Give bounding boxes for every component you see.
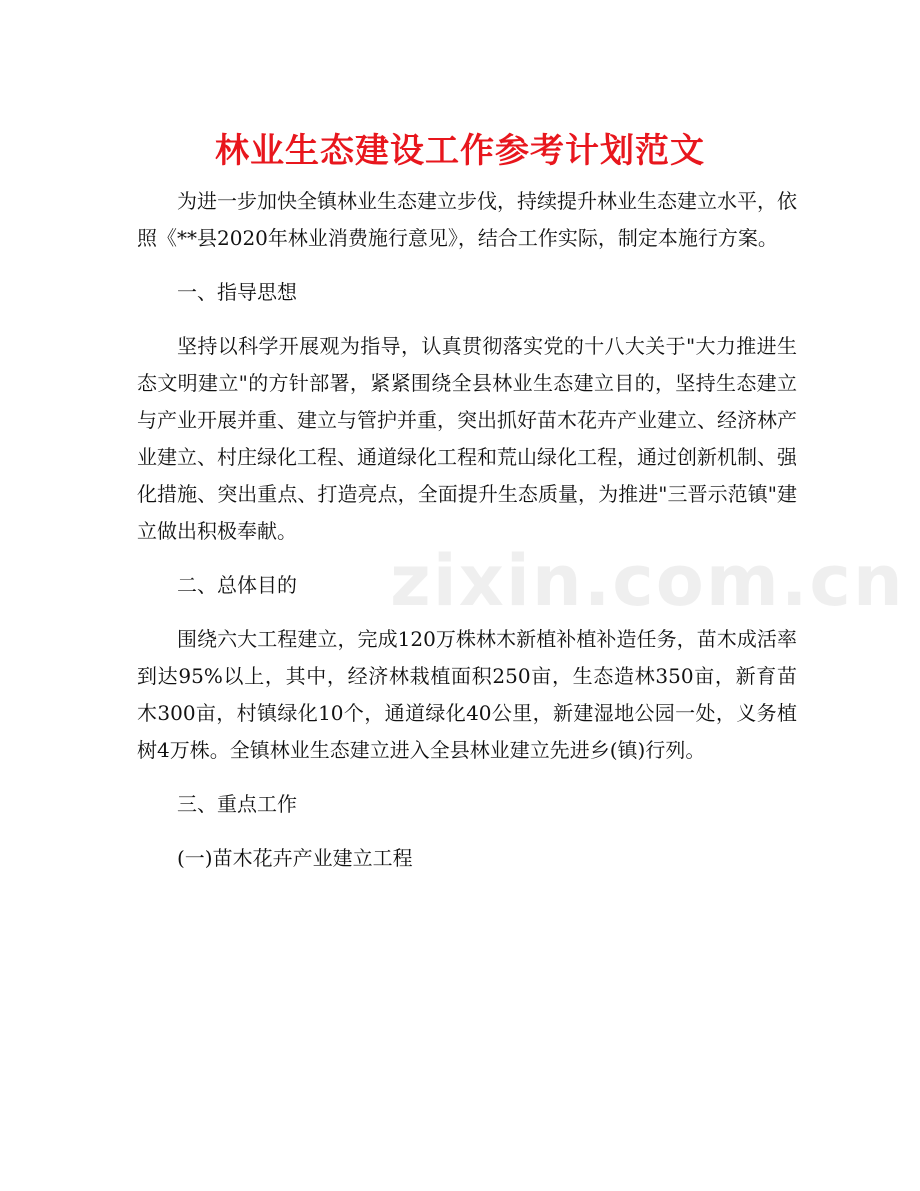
guiding-ideology-paragraph: 坚持以科学开展观为指导，认真贯彻落实党的十八大关于"大力推进生态文明建立"的方针部署，紧紧围绕全县林业生态建立目的，坚持生态建立与产业开展并重、建立与管护并重，突出抓好苗木花卉产业建立、经济林产业建立、村庄绿化工程、通道绿化工程和荒山绿化工程，通过创新机制、强化措施、突出重点、打造亮点，全面提升生态质量，为推进"三晋示范镇"建立做出积极奉献。 <box>137 334 797 543</box>
overall-goals-paragraph: 围绕六大工程建立，完成120万株林木新植补植补造任务，苗木成活率到达95%以上，其中，经济林栽植面积250亩，生态造林350亩，新育苗木300亩，村镇绿化10个，通道绿化40公里，新建湿地公园一处，义务植树4万株。全镇林业生态建立进入全县林业建立先进乡(镇)行列。 <box>137 627 797 762</box>
section-heading-guiding-ideology: 一、指导思想 <box>177 280 297 304</box>
subsection-heading-nursery-project: (一)苗木花卉产业建立工程 <box>177 846 413 870</box>
section-heading-overall-goals: 二、总体目的 <box>177 573 297 597</box>
intro-paragraph: 为进一步加快全镇林业生态建立步伐，持续提升林业生态建立水平，依照《**县2020年林业消费施行意见》，结合工作实际，制定本施行方案。 <box>137 189 797 250</box>
watermark: zixin.com.cn <box>390 540 905 622</box>
document-title: 林业生态建设工作参考计划范文 <box>215 131 705 171</box>
document-body <box>137 183 797 894</box>
section-heading-key-work: 三、重点工作 <box>177 792 297 816</box>
